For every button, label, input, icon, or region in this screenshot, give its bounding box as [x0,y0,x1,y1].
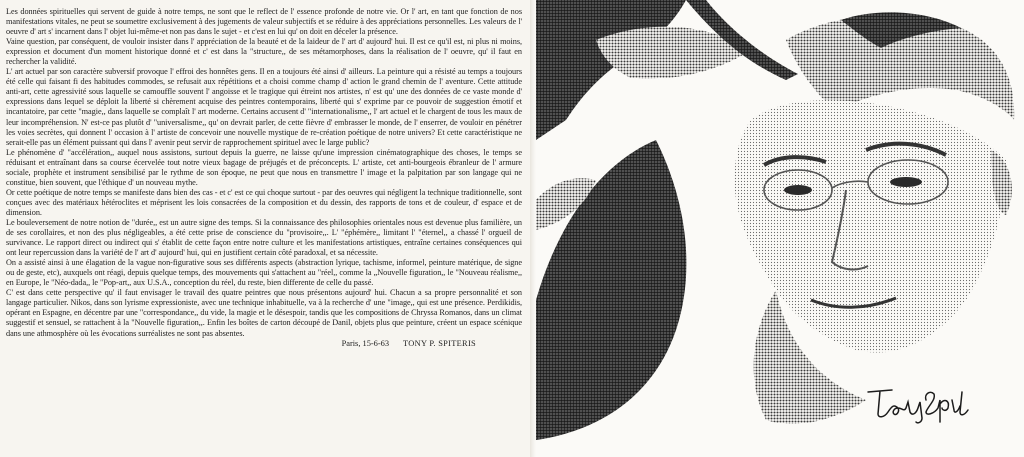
paragraph-4: Le phénomène d' "accélération,, auquel nous assistons, surtout depuis la guerre, ne laisse qu'une impression cinématographique des choses, le temps se réduisant et entraînant dans sa course écervelée tout notre vieux bagage de préjugés et de préconcepts. L' artiste, cet anti-bourgeois ébranleur de l' armure sociale, prophète et instrument sensibilisé par le rythme de son époque, ne peut que nous en transmettre l' image et la palpitation par son langage qui ne constitue, bien souvent, que l'éthique d' un nouveau mythe. [6,147,522,187]
paragraph-3: L' art actuel par son caractère subversif provoque l' effroi des honnêtes gens. Il en a toujours été ainsi d' ailleurs. La peinture qui a résisté au temps a toujours été celle qui faisant fi des habitudes commodes, se refusait aux répétitions et a choisi comme champ d' action le grand chemin de l' aventure. Cette attitude anti-art, cette agressivité sous laquelle se camouffle souvent l' angoisse et le tragique qui étreint nos artistes, n' est qu' une des données de ce vaste monde d' expressions dans lequel se déploit la liberté si chèrement acquise des peintres contemporains, liberté qui s' exprime par ce pouvoir de suggestion émotif et incantatoire, par cette "magie,, dans laquelle se complaît l' art moderne. Certains accusent d' "internationalisme,, l' art actuel et le chargent de tous les maux de leur incompréhension. N' est-ce pas plutôt d' "universalisme,, qu' on devrait parler, de cette fièvre d' embrasser le monde, de l' enserrer, de vouloir en pénétrer les voies secrètes, qui donnent l' occasion à l' artiste de concevoir une nouvelle mystique de re-création poétique de notre univers? Et cette caractéristique ne serait-elle pas un élément puissant qui dans l' avenir peut servir de rapprochement spirituel avec le large public? [6,67,522,147]
paragraph-7: On a assisté ainsi à une élagation de la vague non-figurative sous ses différents aspects (abstraction lyrique, tachisme, informel, peinture matérique, de signe ou de geste, etc), auxquels ont réagi, depuis quelque temps, des mouvements qui s'attachent au "réel,, comme la „Nouvelle figuration,, le "Nouveau réalisme,, en Europe, le "Néo-dada,, le "Pop-art,, aux U.S.A., conception du réel, du reste, bien differente de celle du passé. [6,258,522,288]
place-date: Paris, 15-6-63 [341,338,390,348]
essay-text [6,7,522,339]
author-name: TONY P. SPITERIS [403,338,476,348]
paragraph-6: Le bouleversement de notre notion de "durée,, est un autre signe des temps. Si la connaissance des philosophies orientales nous est devenue plus familière, un de ses corollaires, et non des plus négligeables, a été cette prise de conscience du "provisoire,,. L' "éphémère,, limitant l' "éternel,, a chassé l' orgueil de survivance. Le rapport direct ou indirect qui s' établit de cette façon entre notre culture et les manifestations artistiques, entraîne certaines conséquences qui ont leur repercussion dans la variété de l' art d' aujourd' hui, qui en justifient certain côté paradoxal, et sa nécessite. [6,217,522,258]
paragraph-1: Les données spirituelles qui servent de guide à notre temps, ne sont que le reflect de l' essence profonde de notre vie. Or l' art, en tant que fonction de nos manifestations vitales, ne peut se soumettre exclusivement à des jugements de valeur subjectifs et se réduire à des appréciations personnelles. Les valeurs de l' oeuvre d' art s' incarnent dans l' objet lui-même-et non pas dans le sujet - et c'est en lui qu' on doit en déceler la présence. [6,7,522,37]
eye-right [890,177,922,187]
paragraph-2: Vaine question, par conséquent, de vouloir insister dans l' appréciation de la beauté et de la laideur de l' art d' aujourd' hui. Il est ce qu'il est, ni plus ni moins, expression et document d'un moment historique donné et c' est dans la "structure,, de ses métamorphoses, dans la réalisation de l' oeuvre, qu' il faut en rechercher la validité. [6,37,522,67]
essay-signature [6,339,522,348]
paragraph-5: Or cette poétique de notre temps se manifeste dans bien des cas - et c' est ce qui choque surtout - par des oeuvres qui négligent la technique traditionnelle, sont conçues avec des matériaux hétéroclites et méprisent les lois consacrées de la composition et du dessin, des rapports de tons et de couleur, d' espace et de dimension. [6,187,522,217]
right-page [536,0,1024,457]
autograph-scribble [864,378,974,426]
eye-left [784,185,812,195]
autograph [864,378,974,431]
paragraph-8: C' est dans cette perspective qu' il faut envisager le travail des quatre peintres que nous présentons aujourd' hui. Chacun a sa propre personnalité et son langage particulier. Nikos, dans son lyrisme expressioniste, avec une technique inhabituelle, va à la recherche d' une "image,, qui est une présence. Perdikidis, opérant en Espagne, en décentre par une "correspondance,, du vide, la magie et le désespoir, tandis que les compositions de Chryssa Romanos, dans un climat suggestif et sensuel, se rattachent à la "Nouvelle figuration,,. Enfin les boîtes de carton découpé de Danil, objets plus que peinture, créent un espace scénique dans une athmosphère où les évocations surréalistes ne sont pas absentes. [6,288,522,338]
